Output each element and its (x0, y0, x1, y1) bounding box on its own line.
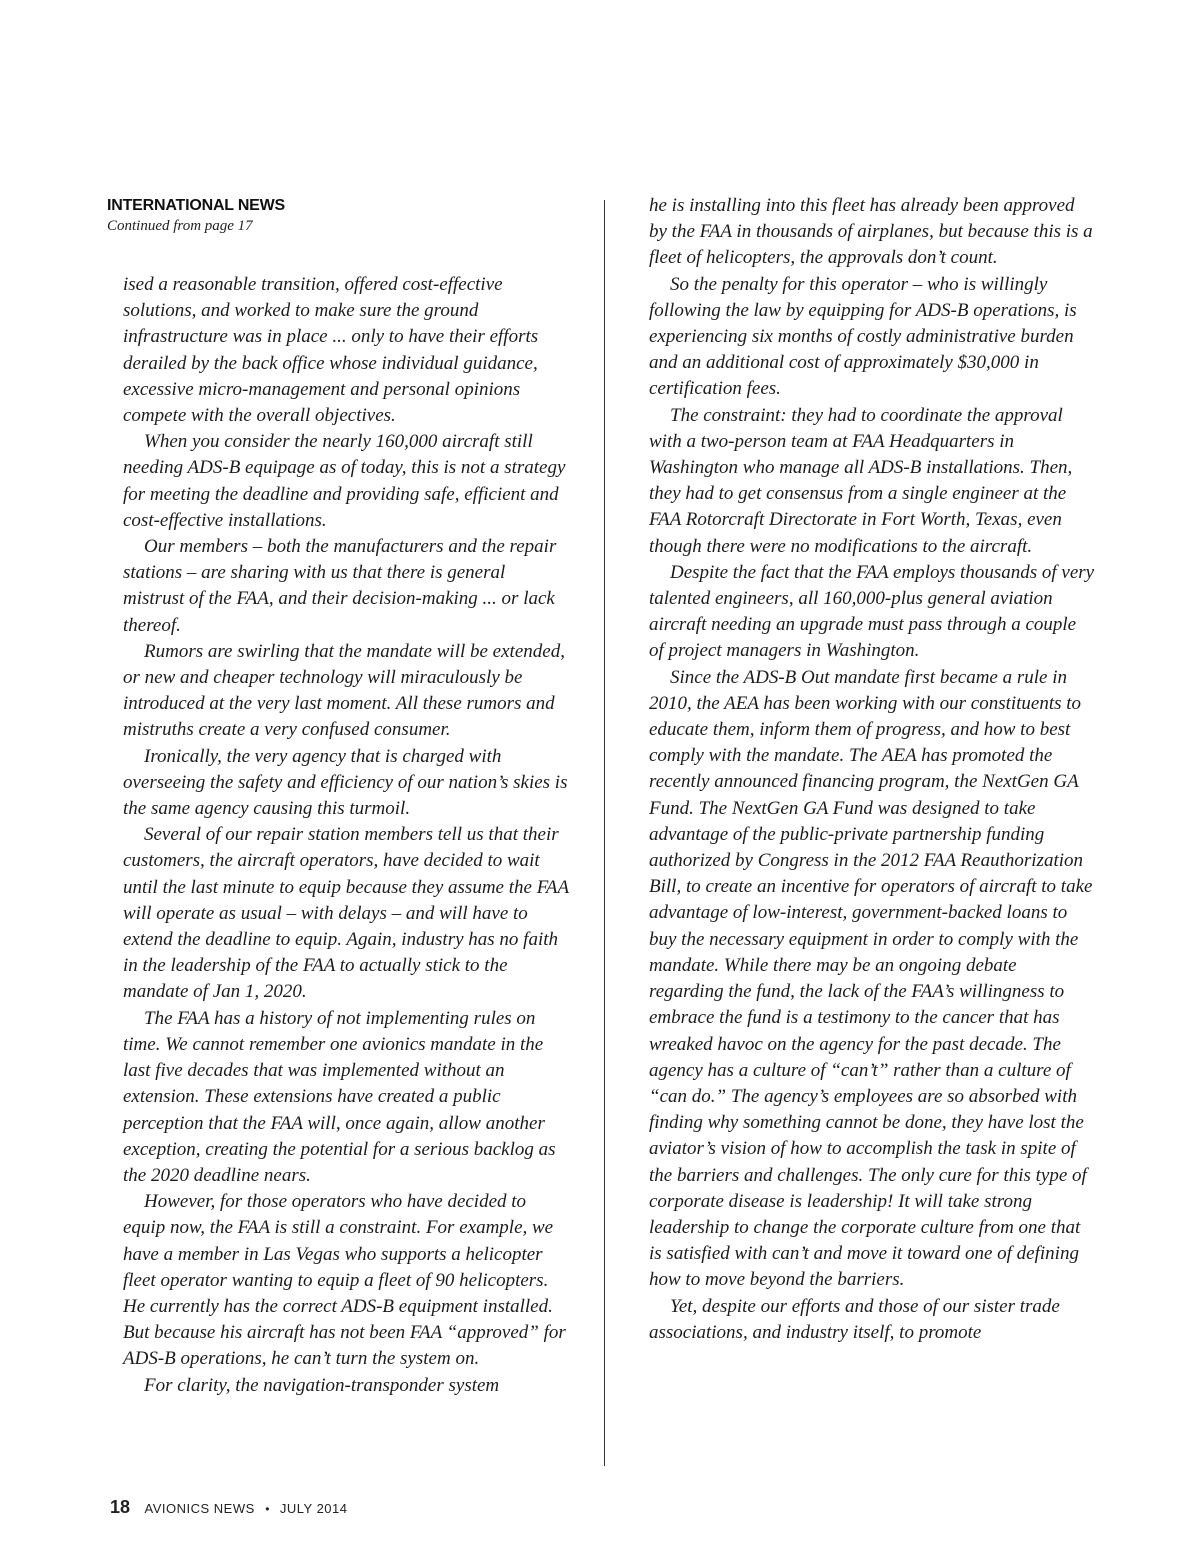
paragraph: Despite the fact that the FAA employs thousands of very talented engineers, all 160,000-plus general aviation aircraft needing an upgrade must pass through a couple of project managers in Washington. (649, 561, 1095, 662)
page-number: 18 (110, 1497, 131, 1517)
paragraph: ised a reasonable transition, offered cost-effective solutions, and worked to make sure the ground infrastructure was in place ... only to have their efforts derailed by the back office whose individual guidance, excessive micro-management and personal opinions compete with the overall objectives. (123, 274, 539, 427)
page-footer (110, 1497, 348, 1518)
paragraph: Since the ADS-B Out mandate first became a rule in 2010, the AEA has been working with our constituents to educate them, inform them of progress, and how to best comply with the mandate. The AEA has promoted the recently announced financing program, the NextGen GA Fund. The NextGen GA Fund was designed to take advantage of the public-private partnership funding authorized by Congress in the 2012 FAA Reauthorization Bill, to create an incentive for operators of aircraft to take advantage of low-interest, government-backed loans to buy the necessary equipment in order to comply with the mandate. While there may be an ongoing debate regarding the fund, the lack of the FAA’s willingness to embrace the fund is a testimony to the cancer that has wreaked havoc on the agency for the past decade. The agency has a culture of “can’t” rather than a culture of “can do.” The agency’s employees are so absorbed with finding why something cannot be done, they have lost the aviator’s vision of how to accomplish the task in spite of the barriers and challenges. The only cure for this type of corporate disease is leadership! It will take strong leadership to change the corporate culture from one that is satisfied with can’t and move it toward one of defining how to move beyond the barriers. (649, 666, 1093, 1291)
paragraph: Ironically, the very agency that is charged with overseeing the safety and efficiency of our nation’s skies is the same agency causing this turmoil. (123, 745, 568, 820)
paragraph: However, for those operators who have decided to equip now, the FAA is still a constraint. For example, we have a member in Las Vegas who supports a helicopter fleet operator wanting to equip a fleet of 90 helicopters. He currently has the correct ADS-B equipment installed. But because his aircraft has not been FAA “approved” for ADS-B operations, he can’t turn the system on. (123, 1191, 566, 1370)
paragraph: The FAA has a history of not implementing rules on time. We cannot remember one avionics mandate in the last five decades that was implemented without an extension. These extensions have created a public perception that the FAA will, once again, allow another exception, creating the potential for a serious backlog as the 2020 deadline nears. (123, 1007, 556, 1186)
paragraph: Several of our repair station members tell us that their customers, the aircraft operators, have decided to wait until the last minute to equip because they assume the FAA will operate as usual – with delays – and will have to extend the deadline to equip. Again, industry has no faith in the leadership of the FAA to actually stick to the mandate of Jan 1, 2020. (123, 824, 569, 1003)
paragraph: Rumors are swirling that the mandate will be extended, or new and cheaper technology will miraculously be introduced at the very last moment. All these rumors and mistruths create a very confused consumer. (123, 640, 565, 741)
publication-name: AVIONICS NEWS (144, 1501, 255, 1516)
section-header (107, 196, 285, 236)
column-divider (604, 200, 605, 1466)
left-column (123, 272, 569, 1399)
paragraph: Our members – both the manufacturers and the repair stations – are sharing with us that there is general mistrust of the FAA, and their decision-making ... or lack thereof. (123, 536, 557, 636)
issue-date: JULY 2014 (279, 1501, 348, 1516)
paragraph: For clarity, the navigation-transponder system (144, 1374, 500, 1396)
continued-from-note: Continued from page 17 (107, 218, 253, 234)
footer-separator: • (265, 1502, 270, 1516)
right-column (649, 193, 1095, 1346)
paragraph: he is installing into this fleet has already been approved by the FAA in thousands of airplanes, but because this is a fleet of helicopters, the approvals don’t count. (649, 195, 1093, 269)
paragraph: When you consider the nearly 160,000 aircraft still needing ADS-B equipage as of today, this is not a strategy for meeting the deadline and providing safe, efficient and cost-effective installations. (123, 431, 566, 531)
paragraph: The constraint: they had to coordinate the approval with a two-person team at FAA Headquarters in Washington who manage all ADS-B installations. Then, they had to get consensus from a single engineer at the FAA Rotorcraft Directorate in Fort Worth, Texas, even though there were no modifications to the aircraft. (649, 404, 1073, 557)
paragraph: Yet, despite our efforts and those of our sister trade associations, and industry itself, to promote (649, 1295, 1060, 1343)
paragraph: So the penalty for this operator – who is willingly following the law by equipping for ADS-B operations, is experiencing six months of costly administrative burden and an additional cost of approximately $30,000 in certification fees. (649, 273, 1077, 400)
section-title: INTERNATIONAL NEWS (107, 197, 286, 214)
